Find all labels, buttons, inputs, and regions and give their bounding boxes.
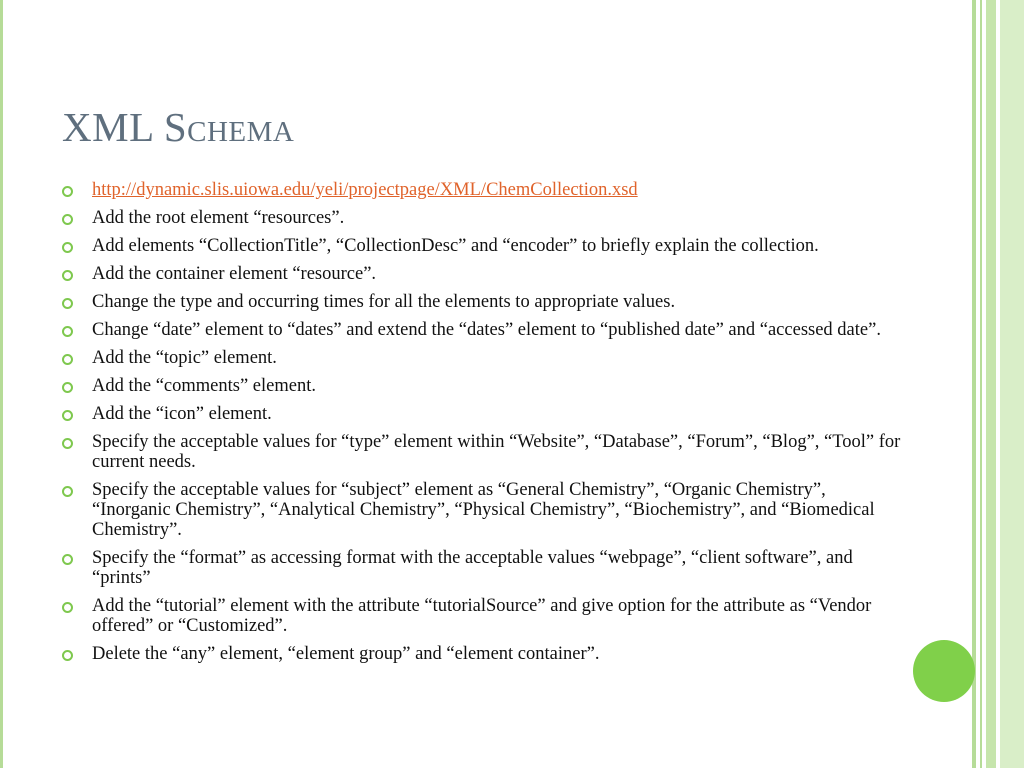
bullet-icon — [62, 214, 73, 225]
slide-title-smallcaps: Schema — [163, 104, 295, 150]
decorative-bar — [972, 0, 976, 768]
list-item — [62, 292, 902, 312]
slide-title — [62, 103, 294, 151]
bullet-icon — [62, 554, 73, 565]
decorative-bar — [1000, 0, 1024, 768]
list-item — [62, 264, 902, 284]
list-item-text: Add the root element “resources”. — [92, 208, 345, 228]
bullet-icon — [62, 242, 73, 253]
bullet-icon — [62, 326, 73, 337]
list-item — [62, 644, 902, 664]
list-item-text: Add the “topic” element. — [92, 348, 277, 368]
list-item-text: Specify the acceptable values for “subject” element as “General Chemistry”, “Organic Chemistry”, “Inorganic Chemistry”, “Analytical Chemistry”, “Physical Chemistry”, “Biochemistry”, and “Biomedical Chemistry”. — [92, 480, 875, 540]
list-item-text: Delete the “any” element, “element group” and “element container”. — [92, 644, 600, 664]
list-item-text: Add the “icon” element. — [92, 404, 272, 424]
bullet-list — [62, 180, 902, 672]
bullet-icon — [62, 186, 73, 197]
list-item — [62, 480, 902, 540]
bullet-icon — [62, 270, 73, 281]
bullet-icon — [62, 602, 73, 613]
list-item — [62, 596, 902, 636]
list-item — [62, 376, 902, 396]
list-item — [62, 404, 902, 424]
list-item-text: Change “date” element to “dates” and extend the “dates” element to “published date” and “accessed date”. — [92, 320, 881, 340]
bullet-icon — [62, 298, 73, 309]
bullet-icon — [62, 382, 73, 393]
right-decorative-bars — [972, 0, 1024, 768]
list-item — [62, 548, 902, 588]
slide-title-main: XML — [62, 104, 154, 150]
list-item — [62, 432, 902, 472]
list-item — [62, 208, 902, 228]
bullet-icon — [62, 650, 73, 661]
bullet-icon — [62, 486, 73, 497]
list-item — [62, 320, 902, 340]
list-item — [62, 236, 902, 256]
list-item-text: Add the “tutorial” element with the attribute “tutorialSource” and give option for the attribute as “Vendor offered” or “Customized”. — [92, 596, 872, 636]
decorative-bar — [980, 0, 982, 768]
decorative-green-circle — [913, 640, 975, 702]
schema-link[interactable]: http://dynamic.slis.uiowa.edu/yeli/projectpage/XML/ChemCollection.xsd — [92, 180, 638, 200]
list-item-text: Add elements “CollectionTitle”, “CollectionDesc” and “encoder” to briefly explain the collection. — [92, 236, 819, 256]
list-item-text: Add the container element “resource”. — [92, 264, 377, 284]
bullet-icon — [62, 438, 73, 449]
list-item — [62, 348, 902, 368]
left-border-bar — [0, 0, 3, 768]
list-item-text: Specify the “format” as accessing format with the acceptable values “webpage”, “client software”, and “prints” — [92, 548, 853, 588]
list-item-text: Change the type and occurring times for all the elements to appropriate values. — [92, 292, 676, 312]
bullet-icon — [62, 354, 73, 365]
bullet-icon — [62, 410, 73, 421]
list-item-text: Specify the acceptable values for “type” element within “Website”, “Database”, “Forum”, “Blog”, “Tool” for current needs. — [92, 432, 901, 472]
decorative-bar — [986, 0, 996, 768]
list-item-link — [62, 180, 902, 200]
list-item-text: Add the “comments” element. — [92, 376, 316, 396]
